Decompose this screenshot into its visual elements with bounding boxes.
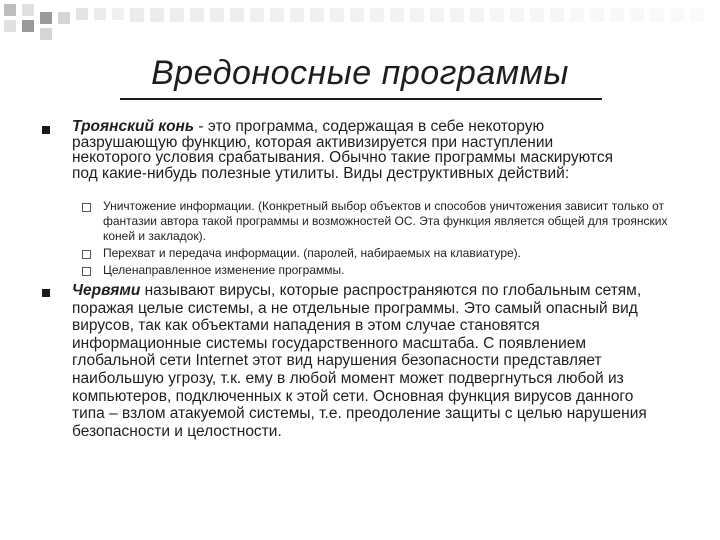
checkbox-icon — [82, 250, 91, 259]
decor-square — [76, 8, 88, 20]
decor-fade-square — [270, 8, 284, 22]
decor-fade-square — [450, 8, 464, 22]
decor-fade-square — [590, 8, 604, 22]
decor-fade-square — [510, 8, 524, 22]
worms-text: называют вирусы, которые распространяются по глобальным сетям, поражая целые системы, а не отдельные программы. Это самый опасный вид вирусов, так как объектами нападения в этом случае становятся информационные системы государственного масштаба. С появлением глобальной сети Internet этот вид нарушения безопасности представляет наибольшую угрозу, т.к. ему в любой момент может подвергнуться любой из компьютеров, подключенных к этой сети. Основная функция вирусов данного типа – взлом атакуемой системы, т.е. преодоление защиты с целью нарушения безопасности и целостности. — [72, 282, 647, 440]
decor-fade-square — [570, 8, 584, 22]
decor-fade-square — [650, 8, 664, 22]
decor-fade-square — [550, 8, 564, 22]
decor-fade-square — [690, 8, 704, 22]
decor-fade-square — [390, 8, 404, 22]
decor-fade-square — [250, 8, 264, 22]
slide-title: Вредоносные программы — [151, 54, 569, 92]
paragraph-trojan — [72, 119, 632, 181]
decor-square — [112, 8, 124, 20]
term-trojan: Троянский конь — [72, 118, 195, 135]
decor-fade-square — [190, 8, 204, 22]
checkbox-icon — [82, 267, 91, 276]
decor-fade-square — [210, 8, 224, 22]
decor-fade-square — [130, 8, 144, 22]
paragraph-worms — [72, 282, 667, 440]
decor-fade-square — [330, 8, 344, 22]
decor-fade-square — [430, 8, 444, 22]
decor-fade-square — [670, 8, 684, 22]
decor-fade-square — [370, 8, 384, 22]
decor-fade-square — [530, 8, 544, 22]
decor-square — [22, 4, 34, 16]
decor-fade-square — [610, 8, 624, 22]
decor-square — [4, 20, 16, 32]
decor-fade-square — [150, 8, 164, 22]
decor-square — [40, 12, 52, 24]
term-worms: Червями — [72, 282, 141, 299]
decor-fade-square — [310, 8, 324, 22]
subitem-1: Уничтожение информации. (Конкретный выбор объектов и способов уничтожения зависит только от фантазии автора такой программы и возможностей ОС. Эта функция является общей для троянских коней и закладок). — [103, 199, 668, 243]
bullet-square — [42, 126, 50, 134]
decor-fade-square — [230, 8, 244, 22]
decor-square — [4, 4, 16, 16]
decor-square — [58, 12, 70, 24]
subitem-2: Перехват и передача информации. (паролей, набираемых на клавиатуре). — [103, 246, 522, 260]
decor-fade-square — [290, 8, 304, 22]
decor-fade-square — [410, 8, 424, 22]
decor-fade-square — [170, 8, 184, 22]
checkbox-icon — [82, 203, 91, 212]
subitem-3: Целенаправленное изменение программы. — [103, 263, 345, 277]
decor-square — [94, 8, 106, 20]
decor-fade-square — [630, 8, 644, 22]
decor-square — [40, 28, 52, 40]
title-underline — [120, 98, 602, 100]
decor-square — [22, 20, 34, 32]
decor-fade-square — [470, 8, 484, 22]
decor-fade-square — [490, 8, 504, 22]
bullet-square — [42, 289, 50, 297]
decor-fade-square — [350, 8, 364, 22]
trojan-text: - это программа, содержащая в себе некоторую разрушающую функцию, которая активизируется при наступлении некоторого условия срабатывания. Обычно такие программы маскируются под какие-нибудь полезные утилиты. Виды деструктивных действий: — [72, 118, 613, 182]
